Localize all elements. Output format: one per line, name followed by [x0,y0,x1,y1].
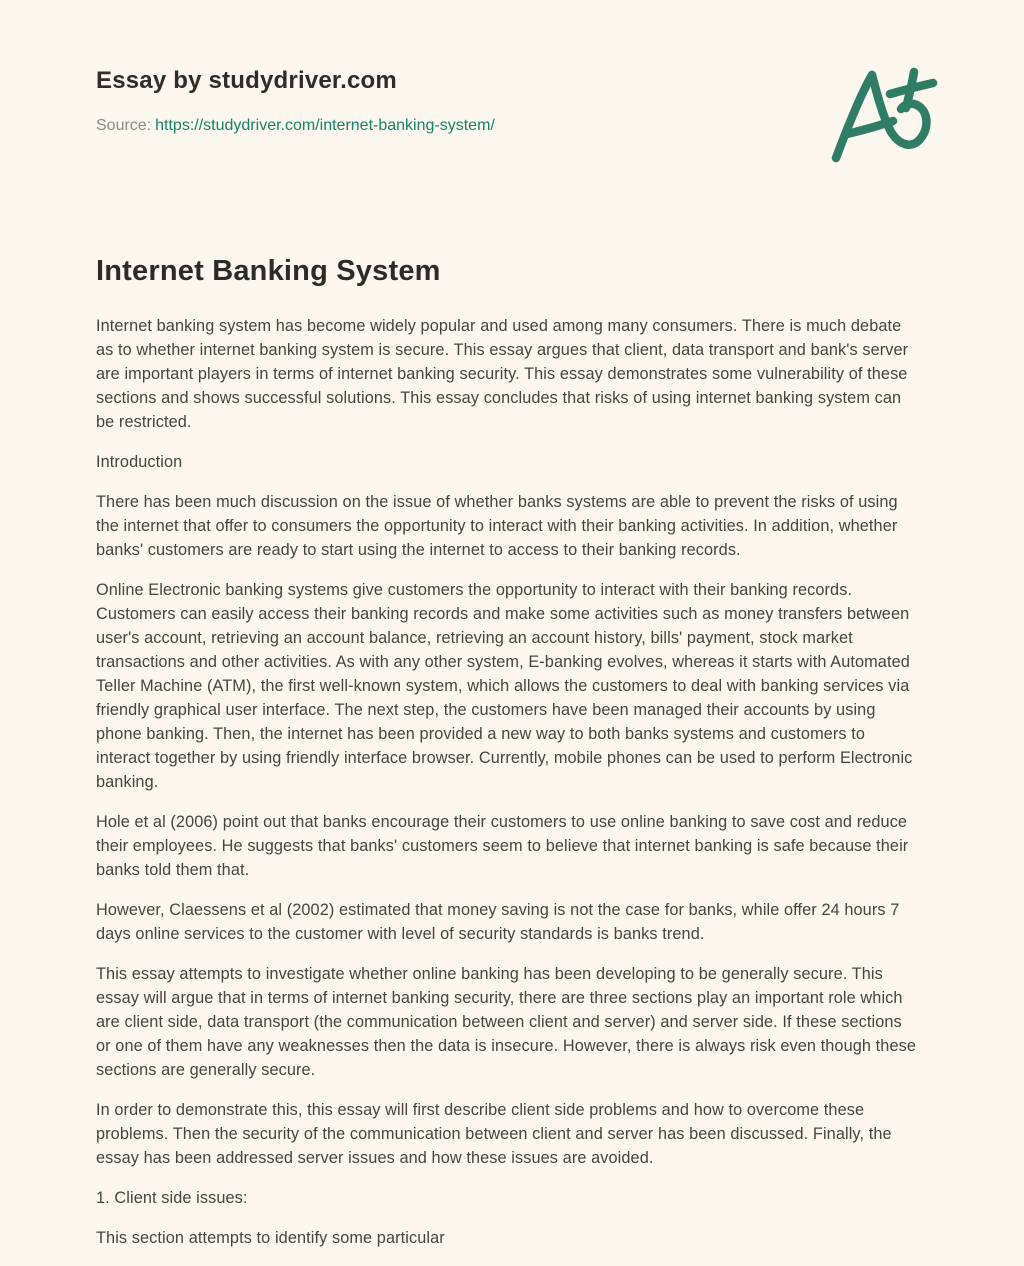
essay-paragraph: 1. Client side issues: [96,1189,248,1207]
source-row [96,116,928,136]
essay-paragraph: Introduction [96,453,183,471]
essay-body [96,314,920,1250]
essay-paragraph: Online Electronic banking systems give customers the opportunity to interact with their banking records. Customers can easily access their banking records and make some activities such as money transfers between user's account, retrieving an account balance, retrieving an account history, bills' payment, stock market transactions and other activities. As with any other system, E-banking evolves, whereas it starts with Automated Teller Machine (ATM), the first well-known system, which allows the customers to deal with banking services via friendly graphical user interface. The next step, the customers have been managed their accounts by using phone banking. Then, the internet has been provided a new way to both banks systems and customers to interact together by using friendly interface browser. Currently, mobile phones can be used to perform Electronic banking. [96,581,913,791]
essay-paragraph: Internet banking system has become widely popular and used among many consumers. There is much debate as to whether internet banking system is secure. This essay argues that client, data transport and bank's server are important players in terms of internet banking security. This essay demonstrates some vulnerability of these sections and shows successful solutions. This essay concludes that risks of using internet banking system can be restricted. [96,317,909,431]
page-header-title: Essay by studydriver.com [96,67,397,94]
source-label: Source: [96,117,152,134]
document-header [96,0,928,136]
essay-paragraph: This section attempts to identify some particular [96,1229,445,1247]
essay-paragraph: There has been much discussion on the issue of whether banks systems are able to prevent the risks of using the internet that offer to consumers the opportunity to interact with their banking activities. In addition, whether banks' customers are ready to start using the internet to access to their banking records. [96,493,898,559]
essay-content [96,252,928,1250]
essay-title: Internet Banking System [96,255,441,287]
essay-paragraph: This essay attempts to investigate whether online banking has been developing to be generally secure. This essay will argue that in terms of internet banking security, there are three sections play an important role which are client side, data transport (the communication between client and server) and server side. If these sections or one of them have any weaknesses then the data is insecure. However, there is always risk even though these sections are generally secure. [96,965,916,1079]
source-link[interactable]: https://studydriver.com/internet-banking-system/ [155,117,495,134]
a-plus-logo-icon [826,64,942,170]
essay-paragraph: In order to demonstrate this, this essay will first describe client side problems and how to overcome these problems. Then the security of the communication between client and server has been discussed. Finally, the essay has been addressed server issues and how these issues are avoided. [96,1101,892,1167]
essay-paragraph: Hole et al (2006) point out that banks encourage their customers to use online banking to save cost and reduce their employees. He suggests that banks' customers seem to believe that internet banking is safe because their banks told them that. [96,813,909,879]
essay-paragraph: However, Claessens et al (2002) estimated that money saving is not the case for banks, while offer 24 hours 7 days online services to the customer with level of security standards is banks trend. [96,901,900,943]
